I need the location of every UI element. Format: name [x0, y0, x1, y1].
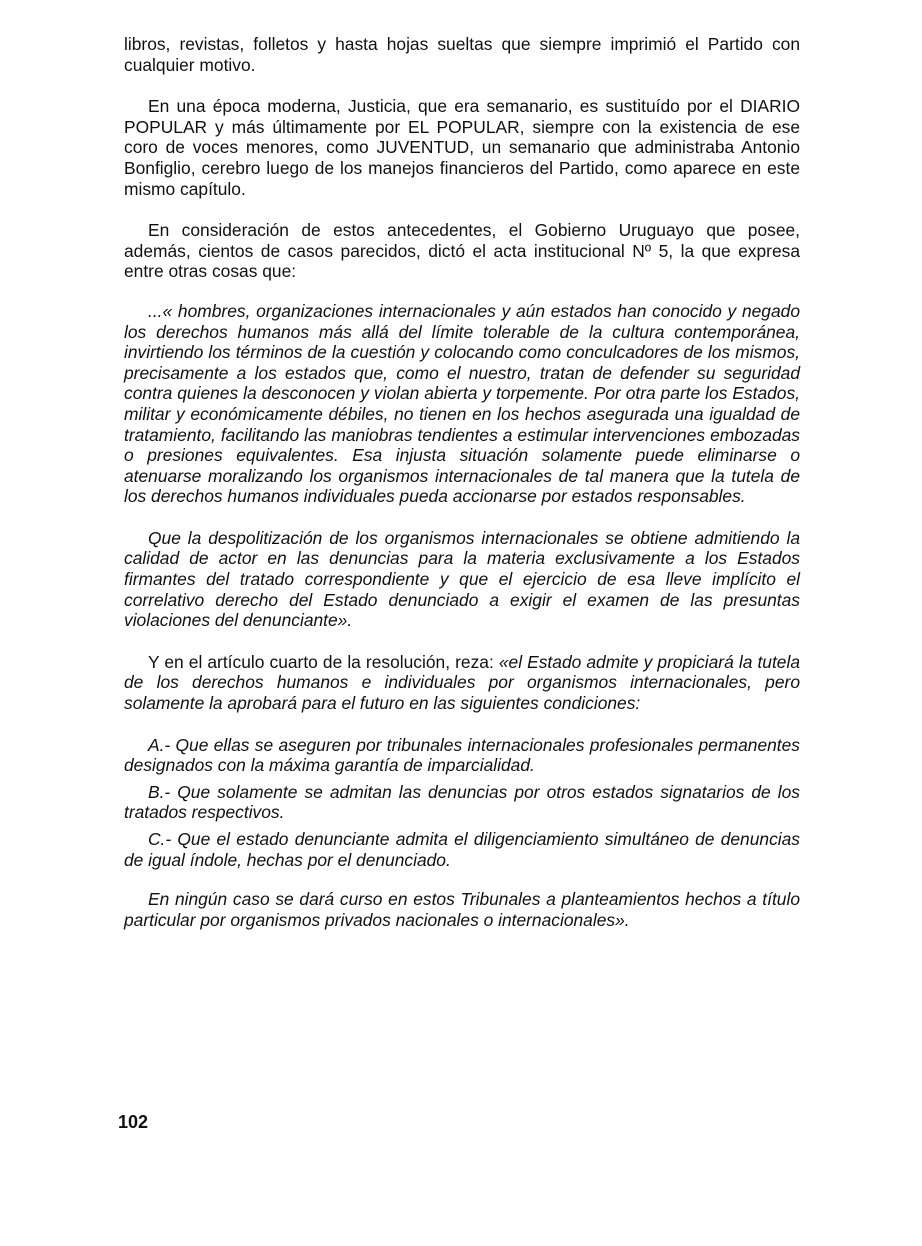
article-intro-text: Y en el artículo cuarto de la resolución, reza: [148, 651, 499, 672]
paragraph-newspapers: En una época moderna, Justicia, que era semanario, es sustituído por el DIARIO POPULAR y más últimamente por EL POPULAR, siempre con la existencia de ese coro de voces menores, como JUVENTUD, un semanario que administraba Antonio Bonfiglio, cerebro luego de los manejos financieros del Partido, como aparece en este mismo capítulo. [124, 96, 800, 199]
quote-act-part-2: Que la despolitización de los organismos internacionales se obtiene admitiendo la calidad de actor en las denuncias para la materia exclusivamente a los Estados firmantes del tratado correspondiente y que el ejercicio de esa lleve implícito el correlativo derecho del Estado denunciado a exigir el examen de las presuntas violaciones del denunciante». [124, 527, 800, 631]
page-number: 102 [118, 1112, 149, 1132]
page-body [124, 34, 800, 930]
paragraph-intro: libros, revistas, folletos y hasta hojas sueltas que siempre imprimió el Partido con cualquier motivo. [124, 34, 800, 75]
condition-c: C.- Que el estado denunciante admita el diligenciamiento simultáneo de denuncias de igual índole, hechas por el denunciado. [124, 829, 800, 870]
quote-act-part-1: ...« hombres, organizaciones internacionales y aún estados han conocido y negado los derechos humanos más allá del límite tolerable de la cultura contemporánea, invirtiendo los términos de la cuestión y colocando como conculcadores de los mismos, precisamente a los estados que, como el nuestro, tratan de defender su seguridad contra quienes la desconocen y violan abierta y torpemente. Por otra parte los Estados, militar y económicamente débiles, no tienen en los hechos asegurada una igualdad de tratamiento, facilitando las maniobras tendientes a estimular intervenciones embozadas o presiones equivalentes. Esa injusta situación solamente puede eliminarse o atenuarse moralizando los organismos internacionales de tal manera que la tutela de los derechos humanos individuales pueda accionarse por estados responsables. [124, 300, 800, 507]
paragraph-closing: En ningún caso se dará curso en estos Tribunales a planteamientos hechos a título particular por organismos privados nacionales o internacionales». [124, 889, 800, 930]
article-quote-text: «el Estado admite y propiciará la tutela de los derechos humanos e individuales por organismos internacionales, pero solamente la aprobará para el futuro en las siguientes condiciones: [124, 651, 800, 714]
condition-a: A.- Que ellas se aseguren por tribunales internacionales profesionales permanentes designados con la máxima garantía de imparcialidad. [124, 734, 800, 776]
condition-b: B.- Que solamente se admitan las denuncias por otros estados signatarios de los tratados respectivos. [124, 781, 800, 823]
paragraph-article-four [124, 652, 800, 714]
paragraph-institutional-act: En consideración de estos antecedentes, el Gobierno Uruguayo que posee, además, cientos de casos parecidos, dictó el acta institucional Nº 5, la que expresa entre otras cosas que: [124, 220, 800, 282]
